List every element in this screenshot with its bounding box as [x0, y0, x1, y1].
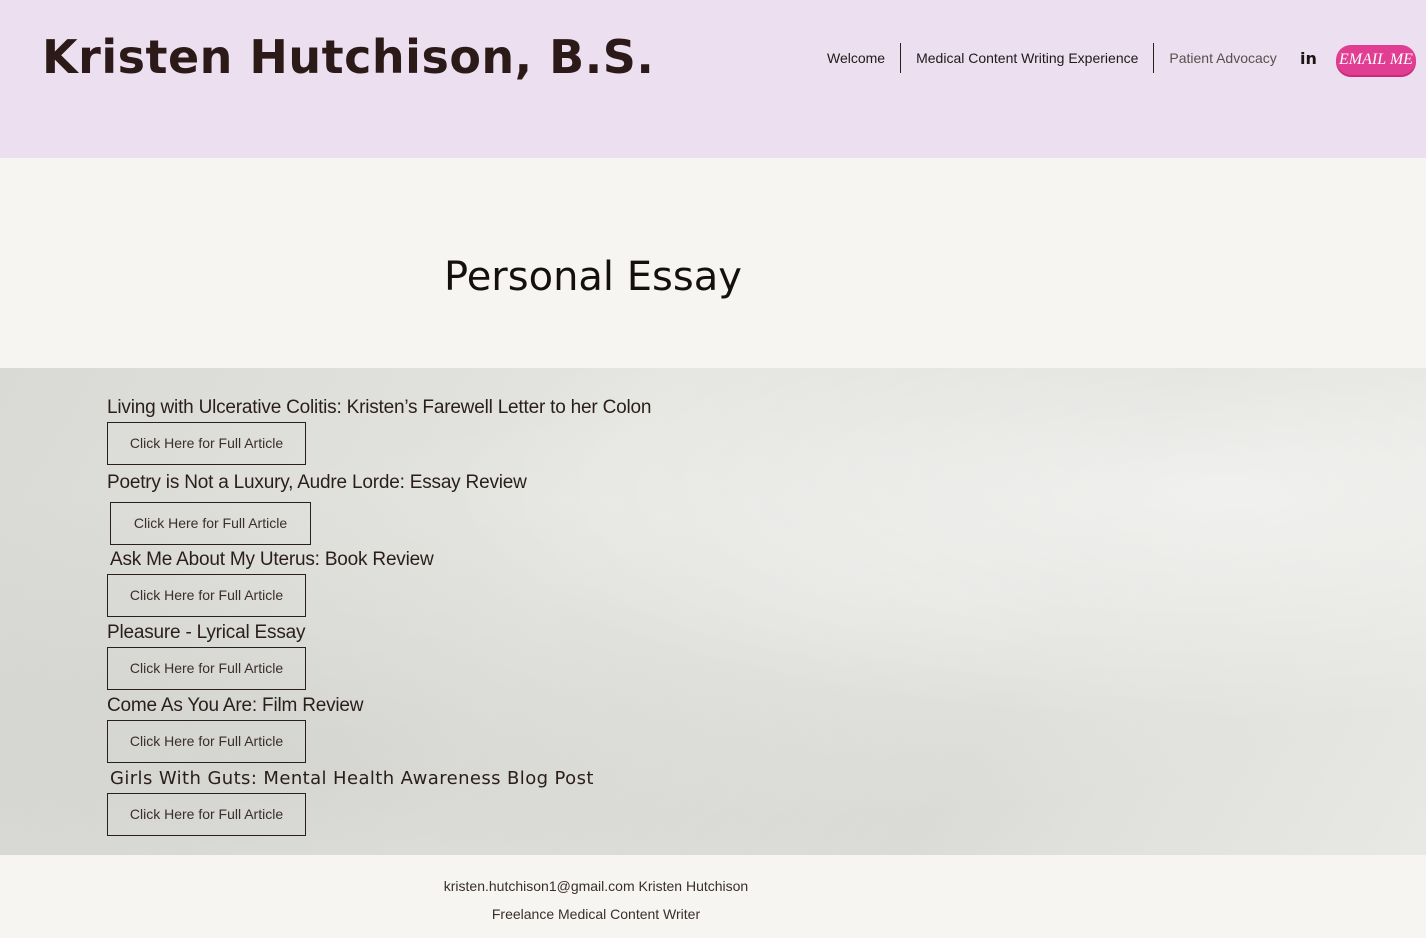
site-footer [0, 855, 1426, 938]
full-article-button[interactable]: Click Here for Full Article [107, 574, 306, 617]
footer-contact[interactable]: kristen.hutchison1@gmail.com Kristen Hutchison [443, 878, 749, 894]
article-title: Come As You Are: Film Review [107, 695, 364, 716]
page-title: Personal Essay [444, 254, 742, 300]
nav-medical-content-writing[interactable]: Medical Content Writing Experience [916, 50, 1139, 66]
full-article-button[interactable]: Click Here for Full Article [110, 502, 311, 545]
article-title: Poetry is Not a Luxury, Audre Lorde: Essay Review [107, 472, 527, 493]
full-article-button[interactable]: Click Here for Full Article [107, 422, 306, 465]
full-article-button[interactable]: Click Here for Full Article [107, 793, 306, 836]
article-title: Ask Me About My Uterus: Book Review [110, 549, 434, 570]
main-nav [812, 42, 1292, 74]
full-article-button[interactable]: Click Here for Full Article [107, 647, 306, 690]
article-title: Girls With Guts: Mental Health Awareness Blog Post [110, 768, 594, 789]
nav-patient-advocacy[interactable]: Patient Advocacy [1169, 50, 1277, 66]
site-title[interactable]: Kristen Hutchison, B.S. [42, 30, 655, 84]
email-me-button[interactable]: EMAIL ME [1336, 45, 1416, 75]
linkedin-icon[interactable]: in [1300, 49, 1317, 68]
site-header [0, 0, 1426, 158]
full-article-button[interactable]: Click Here for Full Article [107, 720, 306, 763]
article-title: Living with Ulcerative Colitis: Kristen’s Farewell Letter to her Colon [107, 397, 652, 418]
footer-role: Freelance Medical Content Writer [491, 906, 701, 922]
article-title: Pleasure - Lyrical Essay [107, 622, 306, 643]
articles-section [0, 368, 1426, 855]
nav-welcome[interactable]: Welcome [827, 50, 886, 66]
